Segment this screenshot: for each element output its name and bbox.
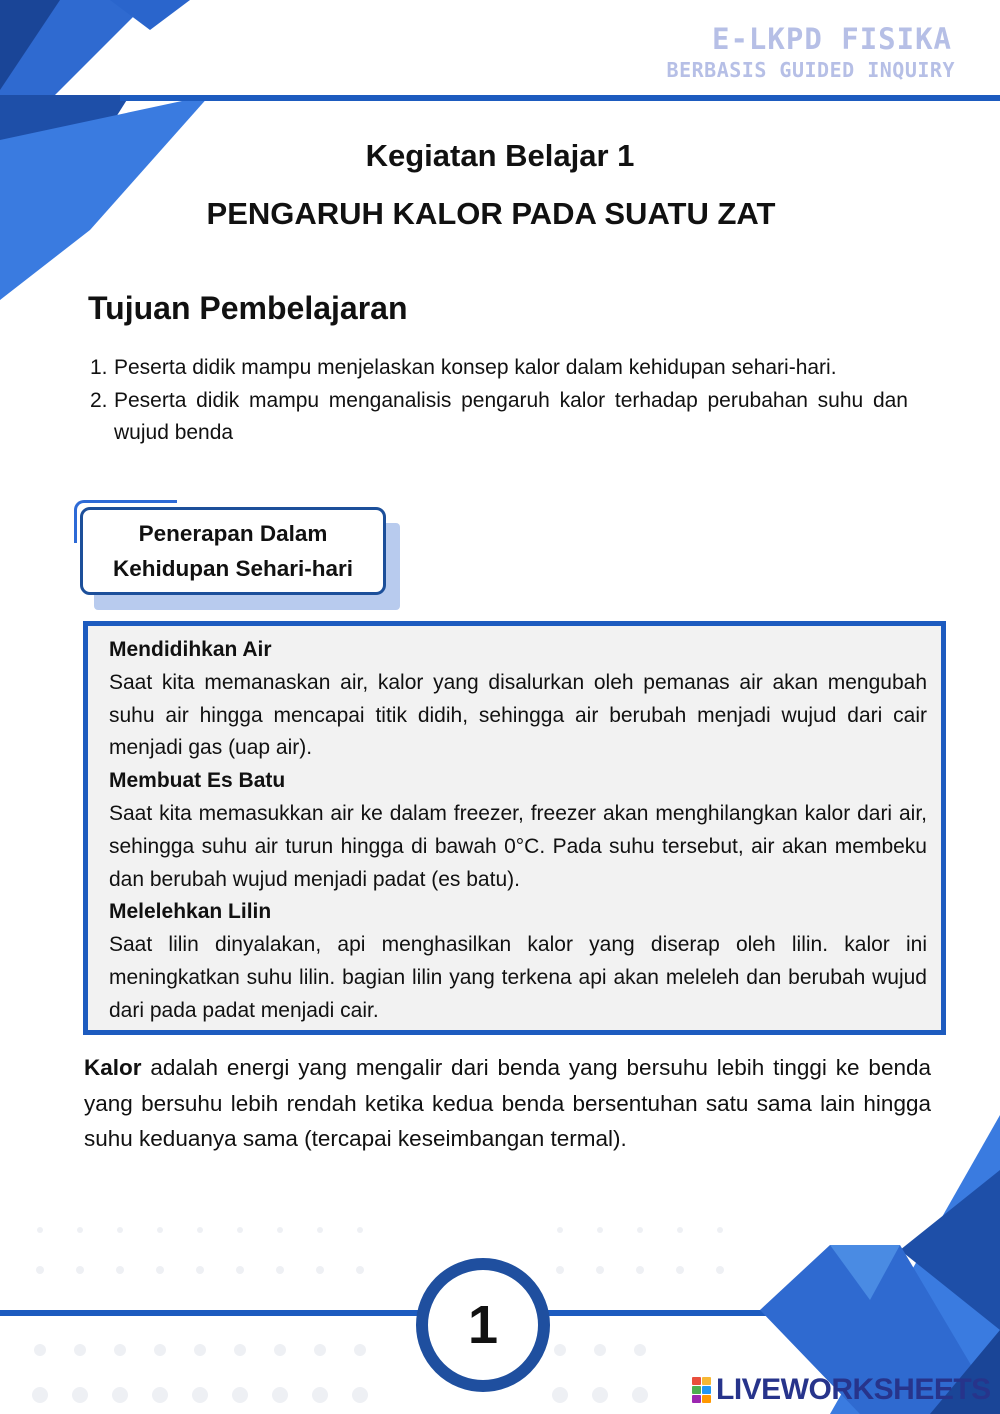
application-tab [80, 507, 386, 595]
example-title: Mendidihkan Air [109, 638, 272, 661]
objectives-heading: Tujuan Pembelajaran [88, 290, 408, 326]
liveworksheets-icon [692, 1377, 712, 1403]
example-title: Melelehkan Lilin [109, 900, 272, 924]
objective-number: 1. [90, 356, 108, 379]
example-text: Saat lilin dinyalakan, api menghasilkan kalor yang diserap oleh lilin. kalor ini meningkatkan suhu lilin. bagian lilin yang terkena api akan meleleh dan berubah wujud dari pada padat menjadi cair. [109, 933, 927, 1022]
example-title: Membuat Es Batu [109, 769, 286, 793]
objective-number: 2. [90, 388, 108, 412]
brand-subtitle: BERBASIS GUIDED INQUIRY [666, 58, 955, 82]
objective-item [90, 352, 908, 385]
activity-title: PENGARUH KALOR PADA SUATU ZAT [206, 196, 776, 231]
application-examples-box [83, 621, 946, 1035]
definition-text: adalah energi yang mengalir dari benda yang bersuhu lebih tinggi ke benda yang bersuhu lebih rendah ketika kedua benda bersentuhan satu sama lain hingga suhu keduanya sama (tercapai keseimbangan termal). [84, 1055, 931, 1151]
liveworksheets-logo[interactable] [692, 1374, 991, 1406]
example-text: Saat kita memasukkan air ke dalam freezer, freezer akan menghilangkan kalor dari air, sehingga suhu air turun hingga di bawah 0°C. Pada suhu tersebut, air akan membeku dan berubah wujud menjadi padat (es batu). [109, 801, 927, 891]
objective-text: Peserta didik mampu menganalisis pengaruh kalor terhadap perubahan suhu dan wujud benda [114, 388, 908, 444]
brand-title: E-LKPD FISIKA [712, 22, 952, 56]
objective-text: Peserta didik mampu menjelaskan konsep kalor dalam kehidupan sehari-hari. [114, 356, 837, 379]
example-text: Saat kita memanaskan air, kalor yang disalurkan oleh pemanas air akan mengubah suhu air hingga mencapai titik didih, sehingga air berubah menjadi wujud dari cair menjadi gas (uap air). [109, 670, 927, 760]
page-number: 1 [416, 1258, 550, 1392]
application-tab-line2: Kehidupan Sehari-hari [112, 556, 354, 581]
definition-term: Kalor [84, 1055, 142, 1080]
objective-item [90, 385, 908, 450]
activity-label: Kegiatan Belajar 1 [365, 138, 635, 173]
application-tab-line1: Penerapan Dalam [138, 521, 328, 546]
liveworksheets-text: LIVEWORKSHEETS [716, 1373, 991, 1406]
objectives-list [90, 352, 908, 450]
definition-paragraph [84, 1050, 931, 1157]
